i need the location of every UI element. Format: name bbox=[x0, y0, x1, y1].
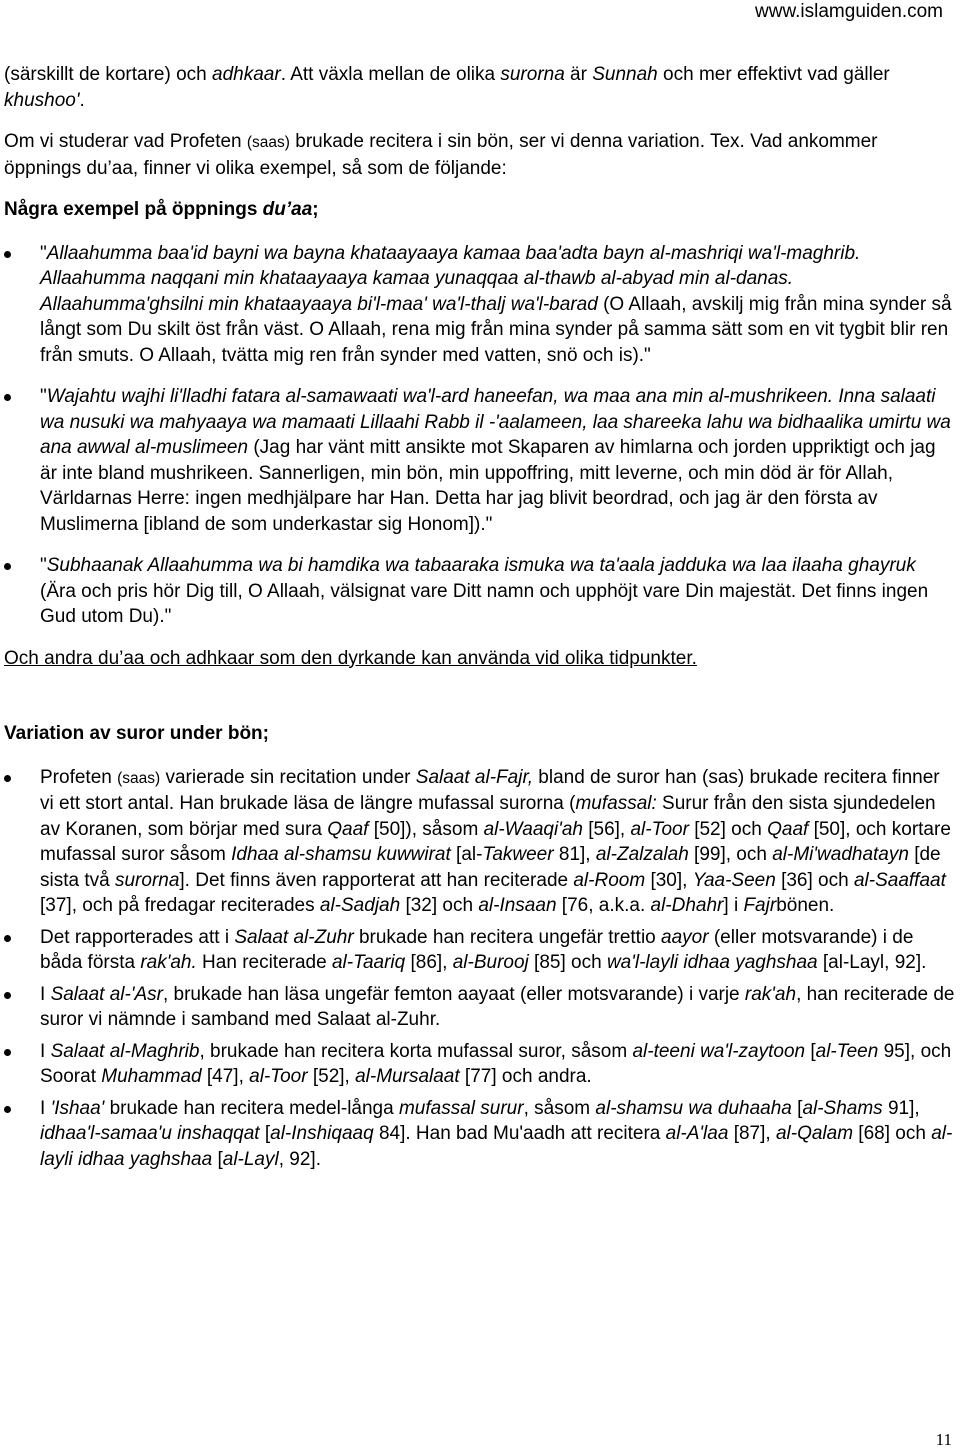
duaa-item: "Subhaanak Allaahumma wa bi hamdika wa tabaaraka ismuka wa ta'aala jadduka wa laa ilaaha ghayruk (Ära och pris hör Dig till, O Allaah, välsignat vare Ditt namn och upphöjt vare Din majestät. Det finns ingen Gud utom Du)." bbox=[4, 553, 956, 630]
section-heading: Variation av suror under bön; bbox=[4, 723, 269, 744]
intro-paragraph-1: (särskillt de kortare) och adhkaar. Att växla mellan de olika surorna är Sunnah och mer effektivt vad gäller khushoo'. bbox=[4, 64, 890, 111]
duaa-item: "Allaahumma baa'id bayni wa bayna khataayaaya kamaa baa'adta bayn al-mashriqi wa'l-maghrib. Allaahumma naqqani min khataayaaya kamaa yunaqqaa al-thawb al-abyad min al-danas. Allaahumma'ghsilni min khataayaaya bi'l-maa' wa'l-thalj wa'l-barad (O Allaah, avskilj mig från mina synder så långt som Du skilt öst från väst. O Allaah, rena mig från mina synder på samma sätt som en vit tygbit blir ren från smuts. O Allaah, tvätta mig ren från synder med vatten, snö och is)." bbox=[4, 241, 956, 369]
surah-item-fajr: Profeten (saas) varierade sin recitation under Salaat al-Fajr, bland de suror han (sas) brukade recitera finner vi ett stort antal. Han brukade läsa de längre mufassal surorna (mufassal: Surur från den sista sjundedelen av Koranen, som börjar med sura Qaaf [50]), såsom al-Waaqi'ah [56], al-Toor [52] och Qaaf [50], och kortare mufassal suror såsom Idhaa al-shamsu kuwwirat [al-Takweer 81], al-Zalzalah [99], och al-Mi'wadhatayn [de sista två surorna]. Det finns även rapporterat att han reciterade al-Room [30], Yaa-Seen [36] och al-Saaffaat [37], och på fredagar reciterades al-Sadjah [32] och al-Insaan [76, a.k.a. al-Dhahr] i Fajrbönen. bbox=[4, 765, 956, 919]
intro-paragraph-2: Om vi studerar vad Profeten (saas) brukade recitera i sin bön, ser vi denna variation. Tex. Vad ankommer öppnings du’aa, finner vi olika exempel, så som de följande: bbox=[4, 131, 878, 179]
document-body bbox=[4, 62, 956, 1172]
surah-item-asr: I Salaat al-'Asr, brukade han läsa ungefär femton aayaat (eller motsvarande) i varje rak'ah, han reciterade de suror vi nämnde i samband med Salaat al-Zuhr. bbox=[4, 982, 956, 1033]
surah-item-maghrib: I Salaat al-Maghrib, brukade han recitera korta mufassal suror, såsom al-teeni wa'l-zaytoon [al-Teen 95], och Soorat Muhammad [47], al-Toor [52], al-Mursalaat [77] och andra. bbox=[4, 1039, 956, 1090]
surah-variation-list bbox=[4, 765, 956, 1173]
closing-note: Och andra du’aa och adhkaar som den dyrkande kan använda vid olika tidpunkter. bbox=[4, 647, 697, 669]
site-header: www.islamguiden.com bbox=[755, 1, 943, 22]
surah-item-zuhr: Det rapporterades att i Salaat al-Zuhr brukade han recitera ungefär trettio aayor (eller motsvarande) i de båda första rak'ah. Han reciterade al-Taariq [86], al-Burooj [85] och wa'l-layli idhaa yaghshaa [al-Layl, 92]. bbox=[4, 925, 956, 976]
surah-item-ishaa: I 'Ishaa' brukade han recitera medel-långa mufassal surur, såsom al-shamsu wa duhaaha [al-Shams 91], idhaa'l-samaa'u inshaqqat [al-Inshiqaaq 84]. Han bad Mu'aadh att recitera al-A'laa [87], al-Qalam [68] och al-layli idhaa yaghshaa [al-Layl, 92]. bbox=[4, 1096, 956, 1173]
examples-heading: Några exempel på öppnings du’aa; bbox=[4, 199, 319, 220]
duaa-list bbox=[4, 241, 956, 630]
page-number: 11 bbox=[935, 1430, 952, 1449]
duaa-item: "Wajahtu wajhi li'lladhi fatara al-samawaati wa'l-ard haneefan, wa maa ana min al-mushrikeen. Inna salaati wa nusuki wa mahyaaya wa mamaati Lillaahi Rabb il -'aalameen, laa shareeka lahu wa bidhaalika umirtu wa ana awwal al-muslimeen (Jag har vänt mitt ansikte mot Skaparen av himlarna och jorden uppriktigt och jag är inte bland mushrikeen. Sannerligen, min bön, min uppoffring, mitt leverne, och min död är för Allah, Världarnas Herre: ingen medhjälpare har Han. Detta har jag blivit beordrad, och jag är den första av Muslimerna [ibland de som underkastar sig Honom])." bbox=[4, 384, 956, 537]
